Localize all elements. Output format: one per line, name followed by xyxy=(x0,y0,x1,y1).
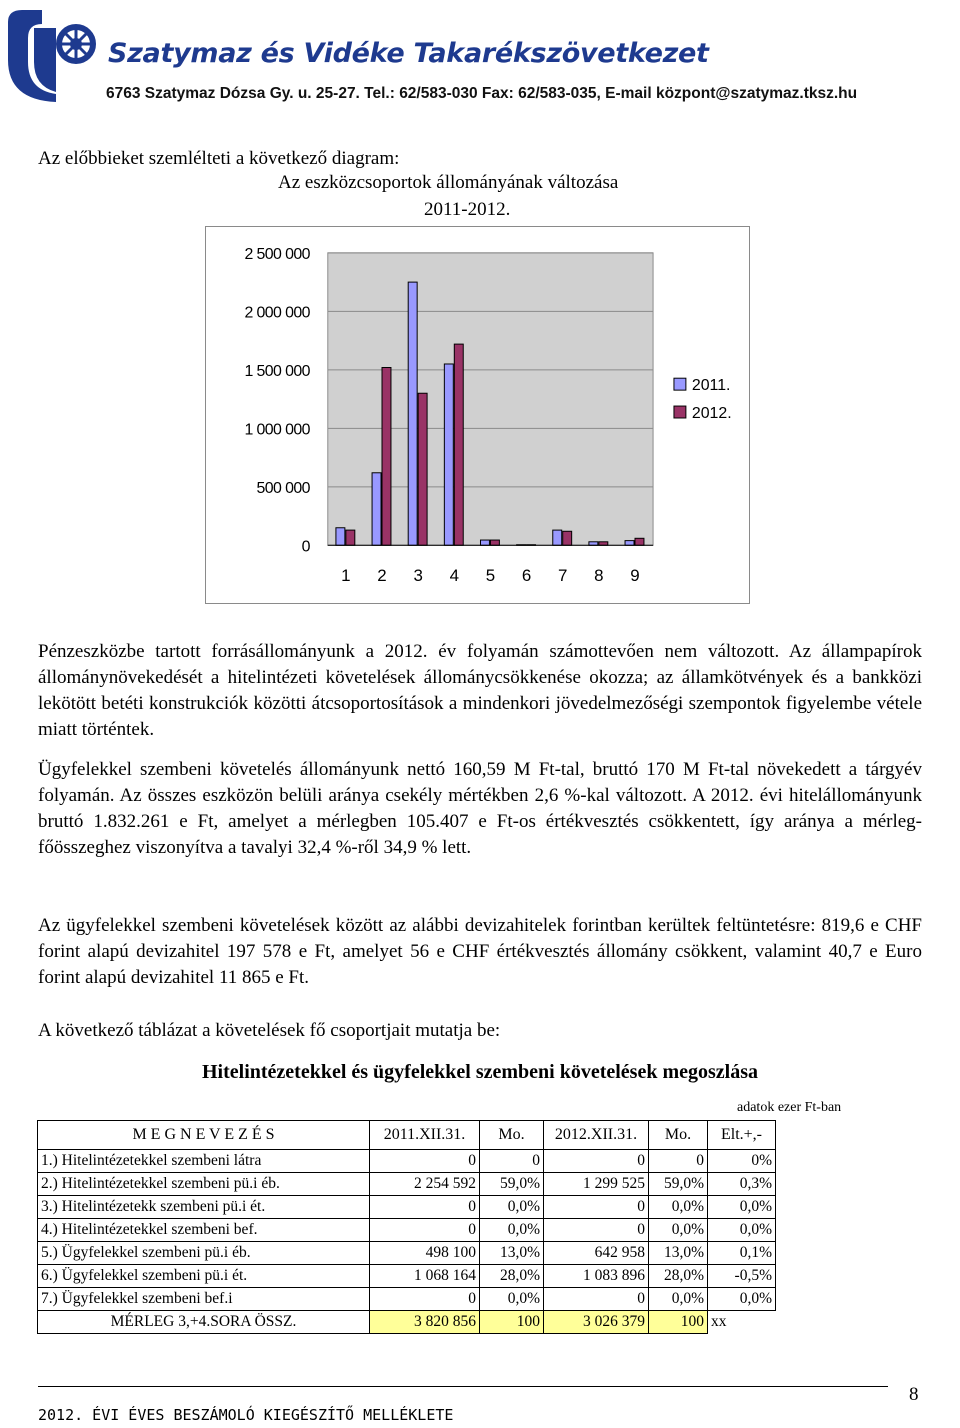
bank-address: 6763 Szatymaz Dózsa Gy. u. 25-27. Tel.: 62/583-030 Fax: 62/583-035, E-mail központ@szatymaz.tksz.hu xyxy=(106,85,858,102)
table-row xyxy=(38,1150,776,1173)
legend-label: 2012. xyxy=(691,404,732,422)
row-label: 4.) Hitelintézetekkel szembeni bef. xyxy=(38,1219,370,1242)
table-cell: 0 xyxy=(544,1150,649,1173)
table-cell: 0 xyxy=(544,1288,649,1311)
table-cell: 0,0% xyxy=(480,1288,544,1311)
table-cell: 28,0% xyxy=(649,1265,708,1288)
table-cell: 13,0% xyxy=(480,1242,544,1265)
bar-2012.-8 xyxy=(599,542,608,546)
bar-2012.-4 xyxy=(454,344,463,545)
y-tick-label: 2 000 000 xyxy=(244,304,310,322)
table-cell: 0 xyxy=(649,1150,708,1173)
table-cell: 498 100 xyxy=(370,1242,480,1265)
row-label: 1.) Hitelintézetekkel szembeni látra xyxy=(38,1150,370,1173)
header-cell: Mo. xyxy=(480,1121,544,1150)
table-row xyxy=(38,1196,776,1219)
bar-2012.-3 xyxy=(418,393,427,545)
row-label: 2.) Hitelintézetekkel szembeni pü.i éb. xyxy=(38,1173,370,1196)
row-label: 7.) Ügyfelekkel szembeni bef.i xyxy=(38,1288,370,1311)
bar-2011.-3 xyxy=(408,282,417,545)
table-row xyxy=(38,1173,776,1196)
bar-2012.-9 xyxy=(635,538,644,545)
table-cell: 0,0% xyxy=(708,1288,776,1311)
header-cell: 2011.XII.31. xyxy=(370,1121,480,1150)
bar-2011.-8 xyxy=(589,542,598,546)
table-cell: -0,5% xyxy=(708,1265,776,1288)
header-cell: Elt.+,- xyxy=(708,1121,776,1150)
table-cell: 0,3% xyxy=(708,1173,776,1196)
table-cell: 0,0% xyxy=(708,1196,776,1219)
bank-logo xyxy=(4,4,100,104)
footer-divider xyxy=(38,1386,888,1387)
bar-2011.-1 xyxy=(336,528,345,546)
x-tick-label: 2 xyxy=(377,566,387,586)
bar-2011.-4 xyxy=(444,364,453,545)
legend-swatch xyxy=(674,406,686,418)
row-label: 3.) Hitelintézetekk szembeni pü.i ét. xyxy=(38,1196,370,1219)
table-cell: 0,0% xyxy=(649,1196,708,1219)
bar-2012.-1 xyxy=(346,530,355,545)
table-cell: 59,0% xyxy=(649,1173,708,1196)
table-cell: 2 254 592 xyxy=(370,1173,480,1196)
table-header-row xyxy=(38,1121,776,1150)
bar-2011.-5 xyxy=(480,540,489,545)
bank-name: Szatymaz és Vidéke Takarékszövetkezet xyxy=(108,38,709,69)
table-cell: 28,0% xyxy=(480,1265,544,1288)
table-row xyxy=(38,1242,776,1265)
table-cell: 0,0% xyxy=(649,1219,708,1242)
x-tick-label: 8 xyxy=(594,566,604,586)
paragraph-table-intro: A következő táblázat a követelések fő csoportjait mutatja be: xyxy=(38,1020,501,1041)
x-tick-label: 6 xyxy=(521,566,532,586)
bar-chart xyxy=(205,226,750,604)
table-cell: 0,1% xyxy=(708,1242,776,1265)
footer-title: 2012. ÉVI ÉVES BESZÁMOLÓ KIEGÉSZÍTŐ MELLÉKLETE xyxy=(38,1406,454,1424)
paragraph-fx-loans: Az ügyfelekkel szembeni követelések között az alábbi devizahitelek forintban kerültek feltüntetésre: 819,6 e CHF forint alapú devizahitel 197 578 e Ft, amelyet 56 e CHF értékvesztés állomány csökkent, valamint 40,7 e Euro forint alapú devizahitel 11 865 e Ft. xyxy=(38,915,922,988)
table-cell: 0% xyxy=(708,1150,776,1173)
total-cell: 3 820 856 xyxy=(370,1311,480,1334)
header-cell: Mo. xyxy=(649,1121,708,1150)
paragraph-funds: Pénzeszközbe tartott forrásállományunk a 2012. év folyamán számottevően nem változott. Az állampapírok állománynövekedését a hitelintézeti követelések állománycsökkenése okozza; az államkötvények és a bankközi lekötött betéti konstrukciók közötti átcsoportosítások a mindenkori jövedelmezőségi szempontok figyelembe vétele miatt történtek. xyxy=(38,641,922,740)
header-cell: M E G N E V E Z É S xyxy=(38,1121,370,1150)
table-cell: 1 083 896 xyxy=(544,1265,649,1288)
table-cell: 0,0% xyxy=(480,1196,544,1219)
table-cell: 1 299 525 xyxy=(544,1173,649,1196)
total-label: MÉRLEG 3,+4.SORA ÖSSZ. xyxy=(38,1311,370,1334)
row-label: 6.) Ügyfelekkel szembeni pü.i ét. xyxy=(38,1265,370,1288)
chart-heading-years: 2011-2012. xyxy=(424,199,511,220)
page-number: 8 xyxy=(909,1384,919,1405)
table-row xyxy=(38,1265,776,1288)
legend-label: 2011. xyxy=(691,377,731,395)
y-tick-label: 2 500 000 xyxy=(244,245,310,263)
intro-text: Az előbbieket szemlélteti a következő diagram: xyxy=(38,148,400,169)
y-tick-label: 500 000 xyxy=(256,479,310,497)
paragraph-client-claims: Ügyfelekkel szembeni követelés állományunk nettó 160,59 M Ft-tal, bruttó 170 M Ft-tal növekedett a tárgyév folyamán. Az összes eszközön belüli aránya csekély mértékben 2,6 %-kal változott. A 2012. évi hitelállományunk bruttó 1.832.261 e Ft, amelyet a mérlegben 105.407 e Ft-os értékvesztés csökkentett, így aránya a mérleg-főösszeghez viszonyítva a tavalyi 32,4 %-ről 34,9 % lett. xyxy=(38,759,922,858)
table-units: adatok ezer Ft-ban xyxy=(737,1100,842,1115)
bar-2011.-9 xyxy=(625,541,634,546)
bar-2012.-5 xyxy=(490,540,499,545)
total-cell: 100 xyxy=(649,1311,708,1334)
table-cell: 13,0% xyxy=(649,1242,708,1265)
table-title: Hitelintézetekkel és ügyfelekkel szembeni követelések megoszlása xyxy=(202,1061,758,1083)
table-row xyxy=(38,1219,776,1242)
x-tick-label: 3 xyxy=(413,566,423,586)
x-tick-label: 4 xyxy=(449,566,459,586)
total-cell: 3 026 379 xyxy=(544,1311,649,1334)
table-cell: 0,0% xyxy=(708,1219,776,1242)
table-cell: 0 xyxy=(370,1219,480,1242)
table-cell: 0,0% xyxy=(480,1219,544,1242)
row-label: 5.) Ügyfelekkel szembeni pü.i éb. xyxy=(38,1242,370,1265)
header-cell: 2012.XII.31. xyxy=(544,1121,649,1150)
table-cell: 0 xyxy=(370,1288,480,1311)
x-tick-label: 7 xyxy=(558,566,568,586)
table-cell: 0 xyxy=(370,1150,480,1173)
x-tick-label: 9 xyxy=(630,566,640,586)
table-cell: 0 xyxy=(544,1196,649,1219)
table-cell: 59,0% xyxy=(480,1173,544,1196)
table-cell: 0 xyxy=(544,1219,649,1242)
table-cell: 1 068 164 xyxy=(370,1265,480,1288)
table-cell: 0 xyxy=(370,1196,480,1219)
y-tick-label: 0 xyxy=(301,538,310,556)
bar-2011.-2 xyxy=(372,473,381,546)
x-tick-label: 5 xyxy=(485,566,496,586)
claims-table xyxy=(37,1120,776,1334)
chart-heading: Az eszközcsoportok állományának változása xyxy=(278,172,619,193)
table-cell: 642 958 xyxy=(544,1242,649,1265)
table-cell: 0 xyxy=(480,1150,544,1173)
table-row xyxy=(38,1288,776,1311)
bar-2012.-7 xyxy=(563,531,572,545)
y-tick-label: 1 000 000 xyxy=(244,421,310,439)
table-cell: 0,0% xyxy=(649,1288,708,1311)
total-cell: xx xyxy=(708,1311,776,1334)
bar-2011.-7 xyxy=(553,530,562,545)
letterhead xyxy=(0,0,960,110)
x-tick-label: 1 xyxy=(341,566,351,586)
table-total-row xyxy=(38,1311,776,1334)
bar-2012.-2 xyxy=(382,368,391,546)
total-cell: 100 xyxy=(480,1311,544,1334)
legend-swatch xyxy=(674,378,686,390)
y-tick-label: 1 500 000 xyxy=(244,362,310,380)
